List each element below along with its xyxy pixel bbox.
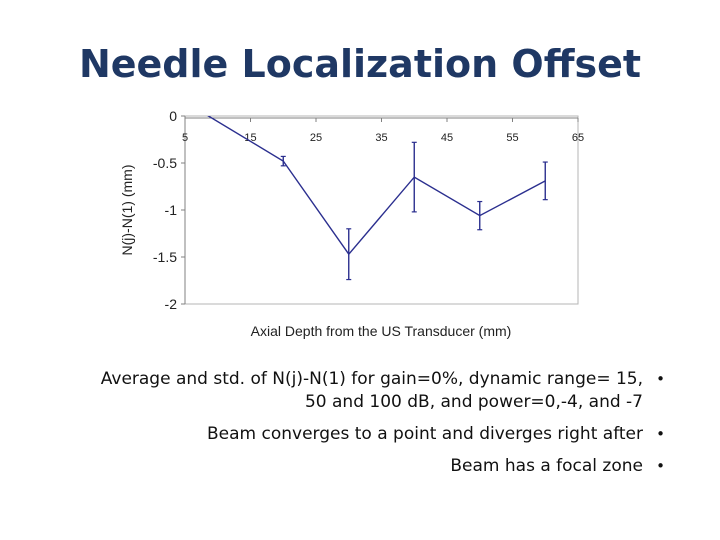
y-tick-label: -0.5 bbox=[152, 155, 177, 171]
line-chart bbox=[110, 104, 590, 349]
bullet-item bbox=[40, 368, 665, 414]
y-tick-label: -2 bbox=[164, 296, 177, 312]
x-tick-label: 35 bbox=[375, 132, 388, 144]
x-tick-label: 15 bbox=[244, 132, 257, 144]
y-tick-label: -1.5 bbox=[152, 249, 177, 265]
bullet-marker: • bbox=[656, 457, 665, 475]
bullet-list bbox=[40, 368, 665, 487]
plot-area bbox=[185, 116, 578, 304]
bullet-text: Beam has a focal zone bbox=[450, 456, 643, 476]
bullet-item bbox=[40, 423, 665, 446]
x-tick-label: 65 bbox=[571, 132, 585, 144]
bullet-text: Average and std. of N(j)-N(1) for gain=0%, dynamic range= 15, 50 and 100 dB, and power=0,-4, and -7 bbox=[100, 369, 643, 412]
y-tick-label: 0 bbox=[169, 108, 177, 124]
bullet-marker: • bbox=[656, 425, 665, 443]
x-tick-label: 25 bbox=[309, 132, 323, 144]
y-tick-label: -1 bbox=[164, 202, 177, 218]
x-tick-label: 55 bbox=[506, 132, 519, 144]
bullet-item bbox=[40, 455, 665, 478]
bullet-text: Beam converges to a point and diverges right after bbox=[207, 424, 643, 444]
x-tick-label: 45 bbox=[440, 132, 454, 144]
y-axis-label: N(j)-N(1) (mm) bbox=[119, 164, 135, 256]
bullet-marker: • bbox=[656, 370, 665, 388]
slide-title: Needle Localization Offset bbox=[78, 42, 642, 86]
x-tick-label: 5 bbox=[181, 132, 189, 144]
x-axis-label: Axial Depth from the US Transducer (mm) bbox=[250, 323, 512, 339]
